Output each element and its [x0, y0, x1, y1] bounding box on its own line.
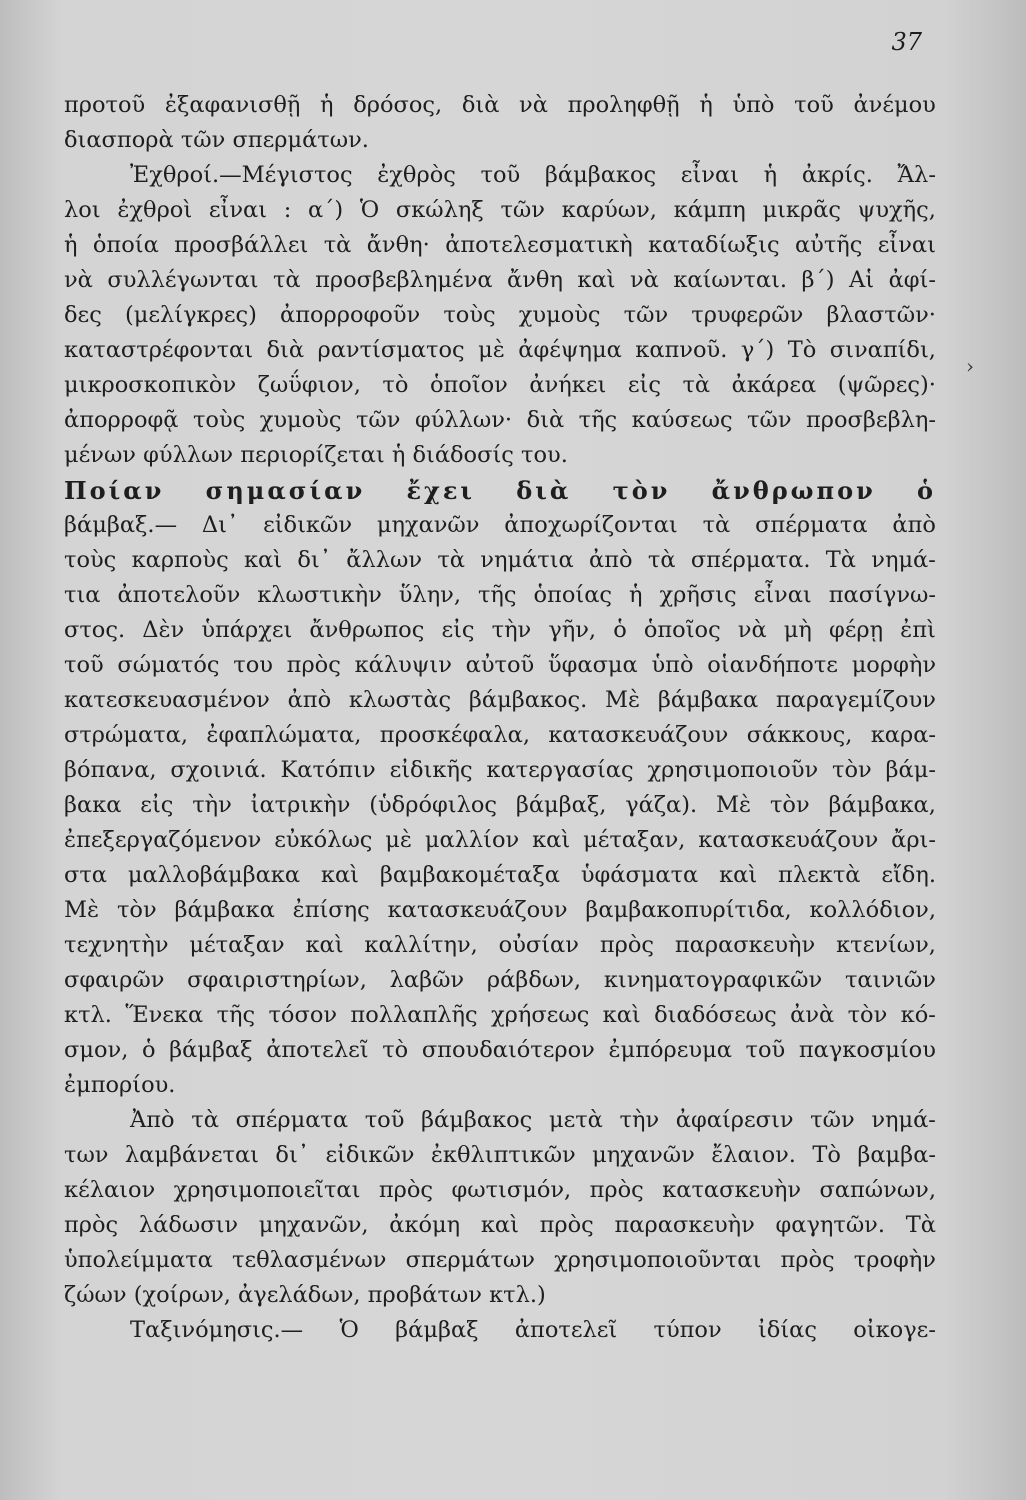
text-line: στα μαλλοβάμβακα καὶ βαμβακομέταξα ὑφάσματα καὶ πλεκτὰ εἴδη.	[64, 862, 936, 888]
text-line: ἀπορροφᾷ τοὺς χυμοὺς τῶν φύλλων· διὰ τῆς καύσεως τῶν προσβεβλη-	[64, 407, 936, 433]
text-line: τεχνητὴν μέταξαν καὶ καλλίτην, οὐσίαν πρὸς παρασκευὴν κτενίων,	[64, 932, 936, 958]
text-line: στος. Δὲν ὑπάρχει ἄνθρωπος εἰς τὴν γῆν, ὁ ὁποῖος νὰ μὴ φέρῃ ἐπὶ	[64, 617, 936, 643]
text-line: κτλ. Ἕνεκα τῆς τόσον πολλαπλῆς χρήσεως καὶ διαδόσεως ἀνὰ τὸν κό-	[64, 1002, 936, 1028]
text-line: νὰ συλλέγωνται τὰ προσβεβλημένα ἄνθη καὶ νὰ καίωνται. β΄) Αἱ ἀφί-	[64, 267, 936, 293]
text-line: βόπανα, σχοινιά. Κατόπιν εἰδικῆς κατεργασίας χρησιμοποιοῦν τὸν βάμ-	[64, 757, 936, 783]
text-line: τοὺς καρποὺς καὶ δι᾽ ἄλλων τὰ νημάτια ἀπὸ τὰ σπέρματα. Τὰ νημά-	[64, 547, 936, 573]
text-line: μένων φύλλων περιορίζεται ἡ διάδοσίς του.	[64, 442, 568, 468]
text-line: μικροσκοπικὸν ζωΰφιον, τὸ ὁποῖον ἀνήκει εἰς τὰ ἀκάρεα (ψῶρες)·	[64, 372, 936, 398]
text-line: Ποίαν σημασίαν ἔχει διὰ τὸν ἄνθρωπον ὁ	[64, 476, 936, 505]
text-line: στρώματα, ἐφαπλώματα, προσκέφαλα, κατασκευάζουν σάκκους, καρα-	[64, 722, 936, 748]
text-line: ἡ ὁποία προσβάλλει τὰ ἄνθη· ἀποτελεσματικὴ καταδίωξις αὐτῆς εἶναι	[64, 232, 936, 258]
page-number: 37	[891, 28, 922, 56]
text-line: Ἀπὸ τὰ σπέρματα τοῦ βάμβακος μετὰ τὴν ἀφαίρεσιν τῶν νημά-	[130, 1107, 936, 1133]
text-line: κατεσκευασμένον ἀπὸ κλωστὰς βάμβακος. Μὲ βάμβακα παραγεμίζουν	[64, 687, 936, 713]
text-line: λοι ἐχθροὶ εἶναι : α΄) Ὁ σκώληξ τῶν καρύων, κάμπη μικρᾶς ψυχῆς,	[64, 197, 936, 223]
text-line: Ταξινόμησις.— Ὁ βάμβαξ ἀποτελεῖ τύπον ἰδίας οἰκογε-	[130, 1317, 936, 1343]
text-line: σφαιρῶν σφαιριστηρίων, λαβῶν ράβδων, κινηματογραφικῶν ταινιῶν	[64, 967, 936, 993]
text-line: διασπορὰ τῶν σπερμάτων.	[64, 127, 369, 153]
text-line: ζώων (χοίρων, ἀγελάδων, προβάτων κτλ.)	[64, 1282, 546, 1308]
text-line: πρὸς λάδωσιν μηχανῶν, ἀκόμη καὶ πρὸς παρασκευὴν φαγητῶν. Τὰ	[64, 1212, 936, 1238]
text-line: ὑπολείμματα τεθλασμένων σπερμάτων χρησιμοποιοῦνται πρὸς τροφὴν	[64, 1247, 936, 1273]
text-line: προτοῦ ἐξαφανισθῇ ἡ δρόσος, διὰ νὰ προληφθῇ ἡ ὑπὸ τοῦ ἀνέμου	[64, 92, 936, 118]
text-line: καταστρέφονται διὰ ραντίσματος μὲ ἀφέψημα καπνοῦ. γ΄) Τὸ σιναπίδι,	[64, 337, 936, 363]
text-line: βακα εἰς τὴν ἰατρικὴν (ὑδρόφιλος βάμβαξ, γάζα). Μὲ τὸν βάμβακα,	[64, 792, 936, 818]
text-line: των λαμβάνεται δι᾽ εἰδικῶν ἐκθλιπτικῶν μηχανῶν ἔλαιον. Τὸ βαμβα-	[64, 1142, 936, 1168]
text-line: βάμβαξ.— Δι᾽ εἰδικῶν μηχανῶν ἀποχωρίζονται τὰ σπέρματα ἀπὸ	[64, 512, 936, 538]
body-text	[64, 88, 936, 1348]
text-line: σμον, ὁ βάμβαξ ἀποτελεῖ τὸ σπουδαιότερον ἐμπόρευμα τοῦ παγκοσμίου	[64, 1037, 936, 1063]
text-line: τια ἀποτελοῦν κλωστικὴν ὕλην, τῆς ὁποίας ἡ χρῆσις εἶναι πασίγνω-	[64, 582, 936, 608]
text-line: κέλαιον χρησιμοποιεῖται πρὸς φωτισμόν, πρὸς κατασκευὴν σαπώνων,	[64, 1177, 936, 1203]
text-line: ἐμπορίου.	[64, 1072, 176, 1098]
text-line: ἐπεξεργαζόμενον εὐκόλως μὲ μαλλίον καὶ μέταξαν, κατασκευάζουν ἄρι-	[64, 827, 936, 853]
text-line: Μὲ τὸν βάμβακα ἐπίσης κατασκευάζουν βαμβακοπυρίτιδα, κολλόδιον,	[64, 897, 936, 923]
text-line: Ἐχθροί.—Μέγιστος ἐχθρὸς τοῦ βάμβακος εἶναι ἡ ἀκρίς. Ἄλ-	[130, 162, 936, 188]
margin-mark: ›	[966, 354, 974, 378]
text-line: δες (μελίγκρες) ἀπορροφοῦν τοὺς χυμοὺς τῶν τρυφερῶν βλαστῶν·	[64, 302, 936, 328]
text-line: τοῦ σώματός του πρὸς κάλυψιν αὐτοῦ ὕφασμα ὑπὸ οἱανδήποτε μορφὴν	[64, 652, 936, 678]
